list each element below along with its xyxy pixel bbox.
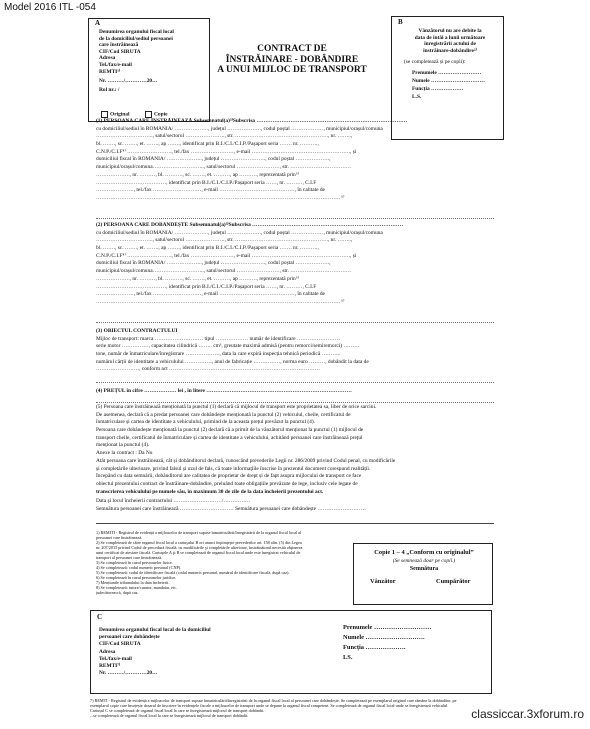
divider: [96, 382, 494, 383]
box-a: [88, 18, 210, 122]
section-buyer: (2) PERSOANA CARE DOBÂNDEȘTE Subsemnatul(a)³⁾Subscrisa ………………………………………………………………………… cu domiciliul/sediul în ROMÂNIA/ ………………., județul ………………., codul poștal ………………, municipiul/orașul/comuna ………………………….., satul/sectorul …………………., str. ……………………………………………., nr. …….., bl. ……., sc. ……., et. ……., ap ……., identificat prin B.I./C.I./C.I.P./Pașaport seria ……. nr. ………., C.N.P./C.I.F⁴⁾ ……………………., tel./fax ……………………, e-mail ………………………………………………., și domiciliul fiscal în ROMÂNIA/ ……………….., județul ……………………., codul poștal ………………., municipiul/orașul/comuna……………………….., satul/sectorul ……………………, str. ……………………………. ………………., nr. ………, bl. ………., sc. ……., et. ………, ap ………., reprezentată prin⁵⁾ …………………………………, identificat prin B.I./C.I./C.I.P./Pașaport seria ……, nr. ………, C.I.F …………………, tel./fax ………………………, e-mail ……………………………………, în calitate de ………………………………………………………………………………………………………………………. ⁶⁾: [96, 222, 404, 305]
box-c-fields: Prenumele ……………………… Numele ………………………. Funcția ………………. LS.: [343, 624, 432, 661]
box-a-letter: A: [95, 19, 101, 27]
copy-box-sub: (Se semnează doar pe copii.): [392, 558, 456, 564]
box-b-fields: Prenumele …………………… Numele ………………………… Funcția ……………… L.S.: [412, 70, 485, 100]
box-c-letter: C: [97, 613, 103, 621]
divider: [96, 402, 494, 403]
box-c-text: Denumirea organului fiscal local de la domiciliul persoanei care dobândește CIF/Cod SIRUTA Adresa Tel./fax/e-mail REMTI⁷⁾ Nr. ………/…………20…: [99, 627, 211, 677]
buyer-signature-label: Cumpărător: [436, 578, 471, 585]
box-b-note: (se completează și pe copii):: [404, 59, 466, 65]
box-c: [90, 610, 492, 694]
footnotes: 1) REMITI - Registrul de evidență a mijloacelor de transport supuse înmatriculării/înregistrării de la organul fiscal local al persoanei care înstrăinează. 2) Se completează de către organul fiscal local a cartuşului B ori atunci înştiinţeşte prevederilor art. 158 alin. (5) din Legea nr. 207/2015 privind Codul de procedură fiscală, cu modificările şi completările ulterioare, înstrăinătorul necesită obţinerea unui certificat de atestare fiscală. Cartuşele A şi B se completează de organul fiscal local unde este înregistrat vehiculul de transport al persoanei care înstrăinează. 3) Se completează în cazul persoanelor fizice. 4) Se completează: codul numeric personal (CNP). 5) Se completează: codul de identificare fiscală (codul numeric personal, numărul de identificare fiscală, după caz). 6) Se completează în cazul persoanelor juridice. 7) Mențiunile tribunalului la data încheierii. 8) Se completează: tutore/curator, mandatar, etc. judecătorească, după caz.: [96, 530, 303, 595]
checkbox-icon[interactable]: [145, 111, 152, 118]
section-seller: (1) PERSOANA CARE ÎNSTRĂINEAZĂ Subsemnatul(a)³⁾Subscrisa ………………………………………………………………………… cu domiciliul/sediul în ROMÂNIA/ ………………., județul ………………., codul poștal ………………, municipiul/orașul/comuna ………………………….., satul/sectorul …………………., str. ……………………………………………., nr. …….., bl. ……., sc. ……., et. ……., ap ……., identificat prin B.I./C.I./C.I.P./Pașaport seria ……. nr. ………., C.N.P./C.I.F⁴⁾ ……………………., tel./fax ……………………, e-mail ………………………………………………., și domiciliul fiscal în ROMÂNIA/ ……………….., județul ……………………., codul poștal ………………., municipiul/orașul/comuna……………………….., satul/sectorul ……………………, str. ……………………………. ………………., nr. ………, bl. ………., sc. ……., et. ………, ap ………., reprezentată prin⁵⁾ …………………………………, identificat prin B.I./C.I./C.I.P./Pașaport seria ……, nr. ………, C.I.F …………………, tel./fax ………………………, e-mail ……………………………………, în calitate de ………………………………………………………………………………………………………………………. ⁶⁾: [96, 118, 408, 201]
footer-notes: 7) REMTI - Registrul de evidență a mijloacelor de transport supuse înmatriculării/înregistrării de la organul fiscal local al persoanei care dobândește. Se completează pe exemplarul original care rămâne la dobânditor, pe exemplarul copie care însoțește dosarul de înscriere în evidențele fiscale a mijloacelor de transport unde se depune la organul fiscal competent. Se completează de organul fiscal local unde se înregistrează vehiculul Cartușul C se completează de organul fiscal local la care se înregistrează mijlocul de transport dobândit. ...se completează de organul fiscal local la care se înregistrează mijlocul de transport dobândit.: [90, 698, 457, 718]
copy-box-title: Copie 1 – 4 „Conform cu originalul”: [374, 549, 474, 556]
seller-signature-label: Vânzător: [370, 578, 396, 585]
copy-box-signature: Semnătura: [409, 566, 439, 572]
form-model-label: Model 2016 ITL -054: [4, 2, 96, 13]
box-b-letter: B: [398, 18, 403, 26]
section-object: (3) OBIECTUL CONTRACTULUI Mijloc de transport: marca ……………………… tipul ……………… număr de identificare …………………… serie motor ……………, capacitatea cilindrică …….. cm³, greutate maximă admisă (pentru remorci/semiremorci) ……… tone, număr de înmatriculare/înregistrare ………………., data la care expiră inspecția tehnică periodică ……….. numărul cărții de identitate a vehiculului ……………, anul de fabricație ……………, norma euro ………, dobândit la data de ……………………, conform act …………………………………………………………………………: [96, 328, 369, 373]
watermark: classiccar.3xforum.ro: [471, 707, 584, 721]
divider: [96, 322, 494, 323]
section-price: (4) PREȚUL în cifre ……………… lei , în litere ………………………………………………………………………: [96, 388, 352, 394]
divider: [96, 218, 494, 219]
copy-conform-box: [353, 543, 493, 605]
section-declarations: (5) Persoana care înstrăinează menționată la punctul (1) declară că mijlocul de transport este proprietatea sa, liber de orice sarcini. De asemenea, declară că a predat persoanei care dobândește menționată la punctul (2) vehiculul, cheile, certificatul de înmatriculare și cartea de identitate a vehiculului, primind de la aceasta prețul prevăzut la punctul (4). Persoana care dobândește menționată la punctul (2) declară că a primit de la vânzătorul menționat la punctul (1) mijlocul de transport cheile, certificatul de înmatriculare și cartea de identitate a vehiculului, achitând persoanei care înstrăinează prețul menționat la punctul (4). Anexe la contract : Da Nu Atât persoana care înstrăinează, cât și dobânditorul declară, cunoscând prevederile Legii nr. 286/2009 privind Codul penal, cu modificările și completările ulterioare, privind falsul și uzul de fals, că toate informațiile înscrise în prezentul document corespund realității. Începând cu data semnării, dobânditorul are calitatea de proprietar de drept și de fapt asupra mijlocului de transport ce face obiectul prezentului contract de înstrăinare-dobândire, preluând toate obligațiile prevăzute de lege, inclusiv cele legate de transcrierea vehiculului pe numele său, în maximum 30 de zile de la data încheierii prezentului act. Data și locul încheierii contractului ………………………/…………… Semnătura persoanei care înstrăinează ………………………… Semnătura persoanei care dobândește ………………………: [96, 404, 396, 512]
box-b-text: Vânzătorul nu are debite la data de întâi a lunii următoare înregistrării actului de înstrăinare-dobândire²⁾: [414, 28, 486, 54]
divider: [96, 523, 494, 524]
original-checkbox[interactable]: Original: [101, 111, 129, 118]
box-a-text: Denumirea organului fiscal local de la domiciliul/sediul persoanei care înstrăinează CIF/Cod SIRUTA Adresa Tel./fax/e-mail REMTI¹⁾ Nr. ………/…………20… Rol nr.: /: [99, 29, 174, 93]
copie-checkbox[interactable]: Copie: [145, 111, 167, 118]
contract-title: CONTRACT DE ÎNSTRĂINARE - DOBÂNDIRE A UNUI MIJLOC DE TRANSPORT: [217, 44, 367, 75]
checkbox-icon[interactable]: [101, 111, 108, 118]
